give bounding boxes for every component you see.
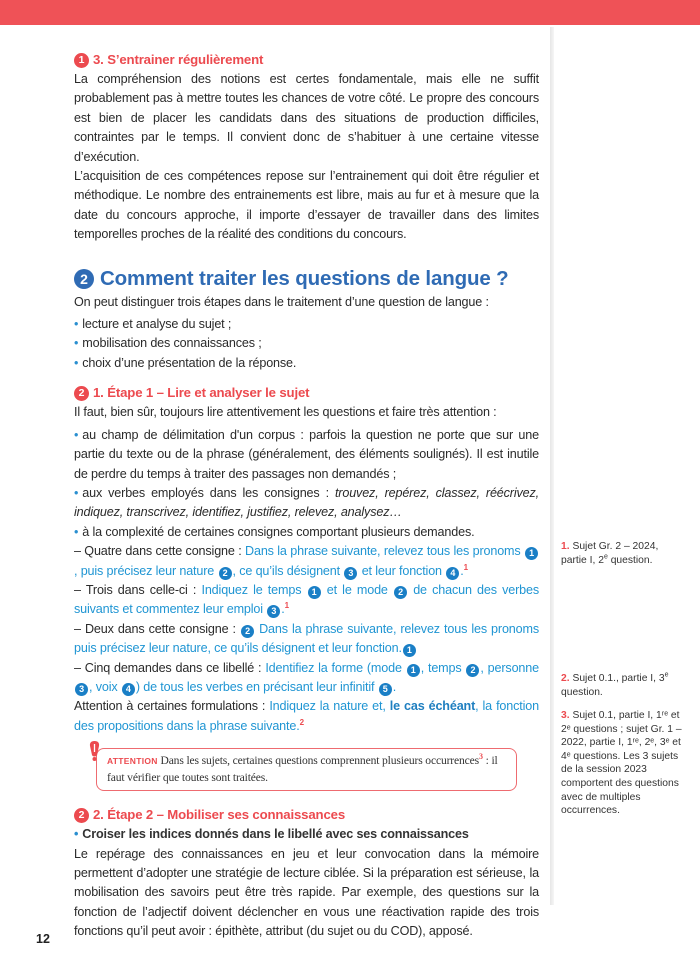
number-badge: 2 bbox=[466, 664, 479, 677]
consigne-text: Indiquez la nature et, bbox=[269, 699, 390, 714]
list-item-text: lecture et analyse du sujet ; bbox=[82, 317, 232, 332]
consigne-text: , temps bbox=[420, 660, 466, 675]
section-title: 2. Étape 2 – Mobiliser ses connaissances bbox=[93, 807, 346, 823]
list-item-text: au champ de délimitation d'un corpus : parfois la question ne porte que sur une partie du texte ou de la phrase (généralement, des éléments soulignés). Il est inutile de perdre du temps à traiter des passages non demandés ; bbox=[74, 427, 539, 481]
bullet-icon: • bbox=[74, 485, 79, 500]
verb-list: trouvez, repérez, classez, réécrivez, indiquez, transcrivez, identifiez, justifiez, relevez, analysez… bbox=[74, 485, 539, 520]
footnote-ref[interactable]: 1 bbox=[463, 562, 468, 572]
number-badge: 3 bbox=[75, 683, 88, 696]
list-item bbox=[74, 315, 539, 334]
section-number-badge: 1 bbox=[74, 53, 89, 68]
example-trois bbox=[74, 581, 539, 620]
paragraph: La compréhension des notions est certes fondamentale, mais elle ne suffit probablement pas à mettre toutes les chances de votre côté. Le propre des concours est bien de placer les candidats dans des situations de production difficiles, contraintes par le temps. Il convient donc de s’habituer à une certaine vitesse d’exécution. bbox=[74, 72, 539, 164]
exclamation-icon bbox=[89, 741, 100, 761]
consigne-text: . bbox=[281, 602, 285, 617]
consigne-text: Indiquez le temps bbox=[201, 582, 307, 597]
bullet-icon: • bbox=[74, 427, 79, 442]
footnote-ref[interactable]: 2 bbox=[299, 717, 304, 727]
sidenote-text: Sujet 0.1, partie I, 1ʳᵉ et 2ᵉ questions ; sujet Gr. 1 – 2022, partie I, 1ʳᵉ, 2ᵉ, 3ᵉ et 4ᵉ questions. Les 3 sujets de la session 2023 comportent des questions avec de multiples occurrences. bbox=[561, 710, 682, 817]
sidenote-number: 3. bbox=[561, 710, 570, 721]
chapter-title: Comment traiter les questions de langue ? bbox=[100, 266, 509, 290]
bullet-icon: • bbox=[74, 827, 79, 842]
example-lead: – Quatre dans cette consigne : bbox=[74, 544, 246, 559]
section-number-badge: 2 bbox=[74, 386, 89, 401]
top-banner bbox=[0, 0, 700, 25]
number-badge: 2 bbox=[219, 567, 232, 580]
bullet-icon: • bbox=[74, 524, 79, 539]
section-heading-etape2 bbox=[74, 805, 539, 825]
example-lead: – Trois dans celle-ci : bbox=[74, 582, 202, 597]
consigne-text: et le mode bbox=[321, 582, 393, 597]
bullet-icon: • bbox=[74, 355, 79, 370]
main-content bbox=[74, 50, 539, 942]
attention-label: ATTENTION bbox=[107, 756, 158, 767]
paragraph: Le repérage des connaissances en jeu et leur convocation dans la mémoire permettent d’adopter une stratégie de lecture ciblée. Si la préparation est sérieuse, la mobilisation des savoirs peut être très rapide. Par exemple, des questions sur la fonction de l’adjectif doivent déclencher en vous une réactivation rapide des trois fonctions qu’il peut avoir : épithète, attribut (du sujet ou du COD), apposé. bbox=[74, 846, 539, 939]
paragraph: Il faut, bien sûr, toujours lire attentivement les questions et faire très attention : bbox=[74, 405, 497, 420]
consigne-text: et leur fonction bbox=[358, 563, 446, 578]
list-item bbox=[74, 523, 539, 542]
number-badge: 1 bbox=[525, 547, 538, 560]
number-badge: 2 bbox=[241, 625, 254, 638]
sidenote-3 bbox=[561, 709, 686, 818]
sidenote-number: 1. bbox=[561, 541, 570, 552]
page-number: 12 bbox=[36, 932, 50, 946]
attention-text: : il faut vérifier que toutes sont traitées. bbox=[107, 754, 498, 784]
paragraph: L’acquisition de ces compétences repose sur l’entrainement qui doit être régulier et méthodique. Le nombre des entrainements est libre, mais au fur et à mesure que la date du concours approche, il importe d’essayer de travailler dans des limites temporelles proches de la réalité des conditions du concours. bbox=[74, 169, 539, 242]
list-item-text: choix d’une présentation de la réponse. bbox=[82, 355, 297, 370]
sidenote-number: 2. bbox=[561, 673, 570, 684]
sidenote-1 bbox=[561, 540, 686, 567]
example-lead: Attention à certaines formulations : bbox=[74, 699, 270, 714]
number-badge: 3 bbox=[344, 567, 357, 580]
section-heading-entrainer bbox=[74, 50, 539, 70]
consigne-text: , personne bbox=[480, 660, 539, 675]
list-item bbox=[74, 484, 539, 523]
number-badge: 1 bbox=[308, 586, 321, 599]
paragraph: On peut distinguer trois étapes dans le traitement d’une question de langue : bbox=[74, 294, 489, 309]
consigne-text: , la fonction des propositions dans la phrase suivante. bbox=[74, 699, 539, 733]
chapter-number-badge: 2 bbox=[74, 269, 94, 289]
list-item bbox=[74, 334, 539, 353]
superscript: e bbox=[664, 671, 669, 679]
consigne-text: . bbox=[392, 679, 397, 694]
margin-divider bbox=[550, 27, 554, 905]
list-item-text: à la complexité de certaines consignes comportant plusieurs demandes. bbox=[82, 524, 475, 539]
list-item-text: mobilisation des connaissances ; bbox=[82, 336, 262, 351]
number-badge: 4 bbox=[122, 683, 135, 696]
list-item bbox=[74, 354, 539, 373]
section-number-badge: 2 bbox=[74, 808, 89, 823]
attention-callout bbox=[96, 748, 517, 791]
example-lead: – Deux dans cette consigne : bbox=[74, 621, 240, 636]
consigne-text: , voix bbox=[89, 679, 121, 694]
consigne-text: , puis précisez leur nature bbox=[74, 563, 218, 578]
sidenote-text: question. bbox=[561, 686, 603, 698]
section-title: 3. S’entrainer régulièrement bbox=[93, 52, 264, 67]
example-lead: – Cinq demandes dans ce libellé : bbox=[74, 660, 266, 675]
consigne-text: Identifiez la forme (mode bbox=[265, 660, 406, 675]
sidenote-text: Sujet 0.1., partie I, 3 bbox=[569, 673, 665, 684]
bullet-icon: • bbox=[74, 336, 79, 351]
chapter-heading bbox=[74, 265, 539, 293]
example-cinq bbox=[74, 659, 539, 698]
sidenote-2 bbox=[561, 672, 686, 699]
consigne-emphasis: le cas échéant bbox=[389, 699, 476, 714]
superscript: e bbox=[603, 553, 608, 561]
number-badge: 2 bbox=[394, 586, 407, 599]
subheading bbox=[74, 825, 539, 844]
subheading-text: Croiser les indices donnés dans le libellé avec ses connaissances bbox=[82, 827, 469, 842]
consigne-text: de chacun des verbes suivants et commentez leur emploi bbox=[74, 582, 539, 617]
consigne-text: Dans la phrase suivante, relevez tous les pronoms puis précisez leur nature, ce qu’ils désignent et leur fonction. bbox=[74, 621, 539, 656]
section-title: 1. Étape 1 – Lire et analyser le sujet bbox=[93, 385, 310, 401]
list-item bbox=[74, 426, 539, 484]
consigne-text: , ce qu’ils désignent bbox=[232, 563, 344, 578]
sidenote-text: question. bbox=[607, 554, 653, 566]
list-item-text: aux verbes employés dans les consignes : bbox=[82, 485, 335, 500]
consigne-text: . bbox=[460, 563, 464, 578]
example-quatre bbox=[74, 542, 539, 581]
number-badge: 4 bbox=[446, 567, 459, 580]
section-heading-etape1 bbox=[74, 383, 539, 403]
number-badge: 3 bbox=[267, 605, 280, 618]
consigne-text: Dans la phrase suivante, relevez tous les pronoms bbox=[245, 544, 525, 559]
example-deux bbox=[74, 620, 539, 659]
number-badge: 5 bbox=[379, 683, 392, 696]
number-badge: 1 bbox=[407, 664, 420, 677]
bullet-icon: • bbox=[74, 317, 79, 332]
consigne-text: ) de tous les verbes en précisant leur infinitif bbox=[135, 679, 378, 694]
number-badge: 1 bbox=[403, 644, 416, 657]
sidenote-text: Sujet Gr. 2 – 2024, partie I, 2 bbox=[561, 541, 659, 566]
footnote-ref[interactable]: 3 bbox=[479, 752, 483, 762]
footnote-ref[interactable]: 1 bbox=[284, 601, 289, 611]
attention-formulations bbox=[74, 697, 539, 736]
attention-text: Dans les sujets, certaines questions comprennent plusieurs occurrences bbox=[157, 754, 480, 768]
